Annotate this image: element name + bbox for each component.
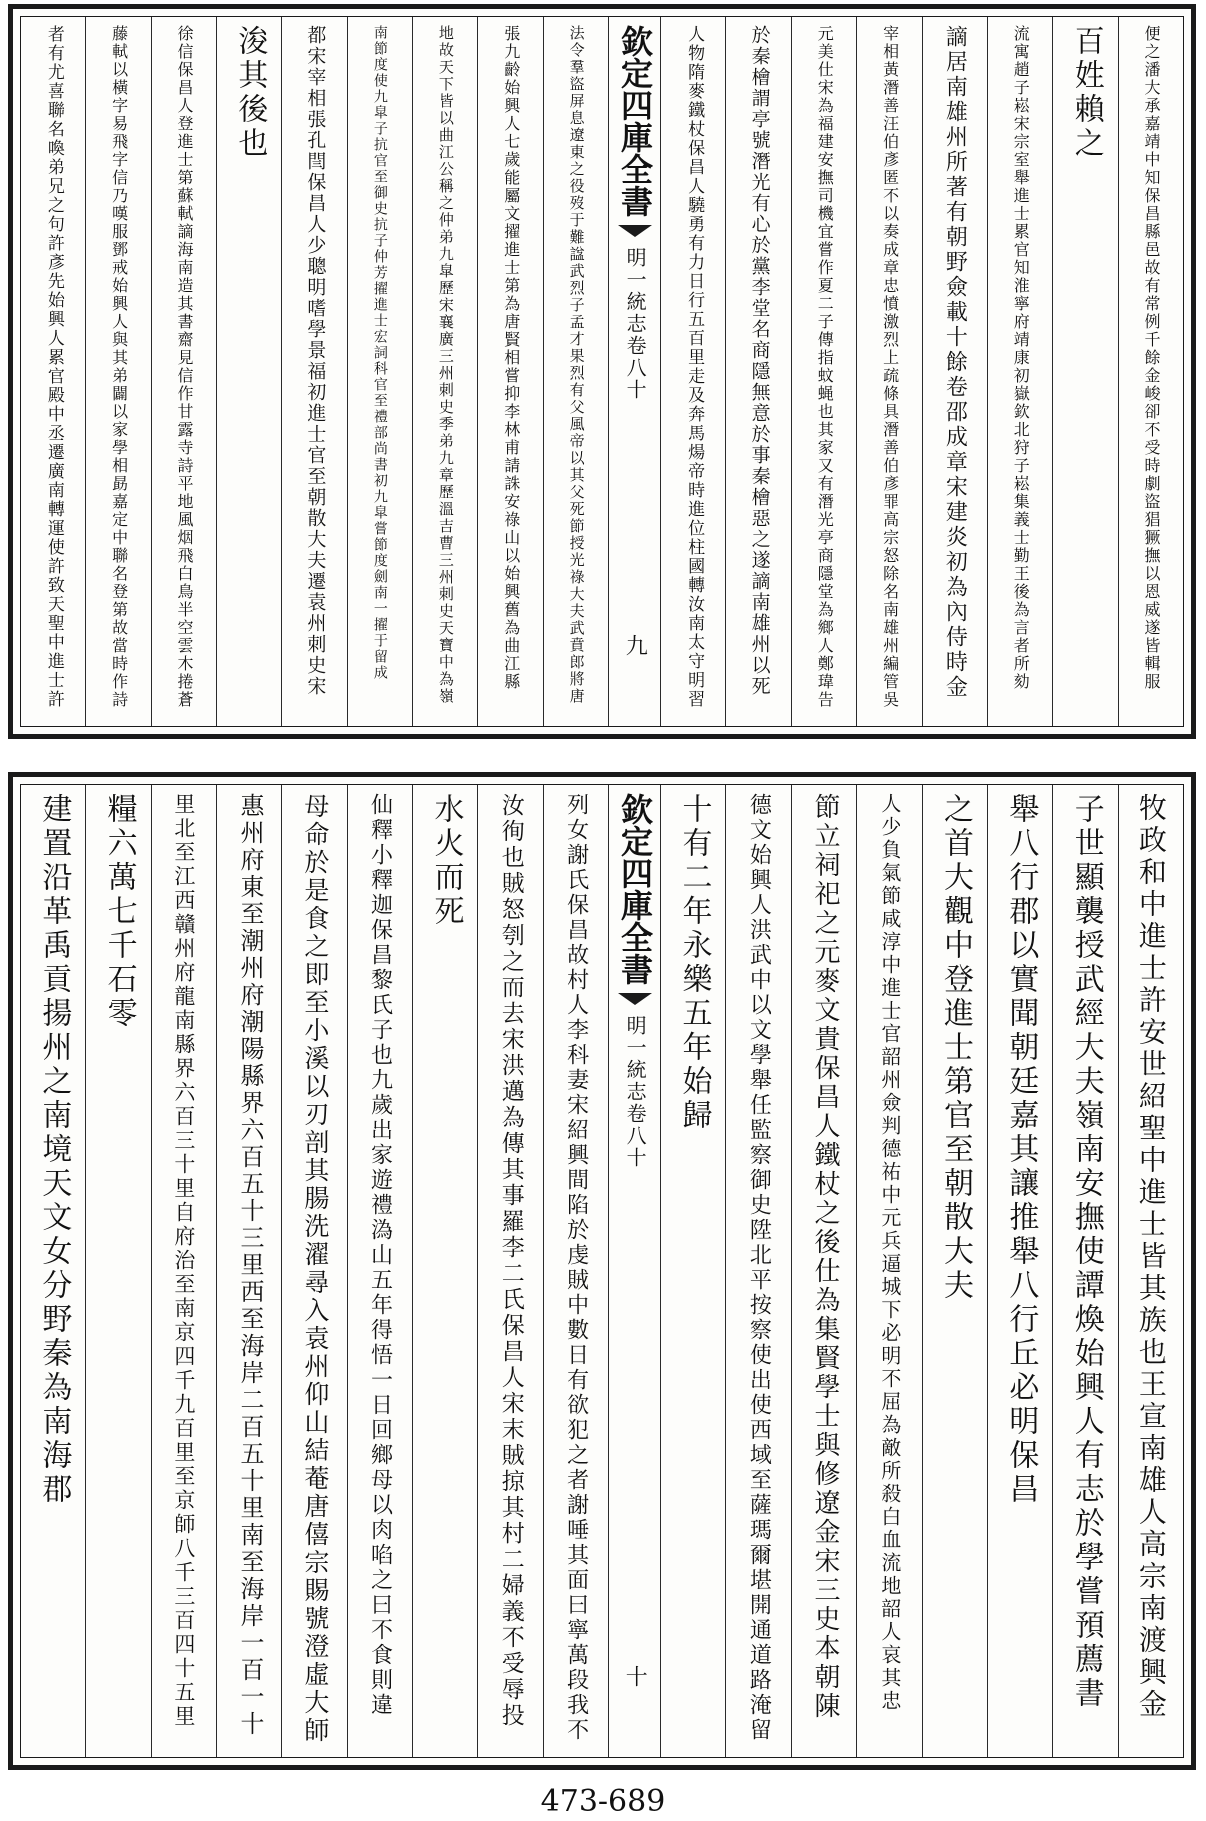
text-column (922, 785, 987, 1757)
column-text: 於秦檜謂亭號潛光有心於黨李堂名商隱無意於事秦檜惡之遂謫南雄州以死 (748, 25, 771, 697)
folio-number: 九 (622, 634, 648, 660)
text-column (922, 17, 987, 726)
column-text: 地故天下皆以曲江公稱之仲弟九皐歷宋襄廣三州刺史季弟九章歷溫吉曹三州刺史天寶中為嶺 (436, 25, 455, 705)
text-column (987, 17, 1052, 726)
lower-page-frame (8, 772, 1196, 1770)
column-text: 建置沿革禹貢揚州之南境天文女分野秦為南海郡 (36, 793, 72, 1507)
text-column (856, 17, 921, 726)
fishtail-mark-icon (618, 225, 652, 239)
column-text: 徐信保昌人登進士第蘇軾謫海南造其書齋見信作甘露寺詩平地風烟飛白鳥半空雲木捲蒼 (174, 25, 194, 709)
text-column (347, 785, 412, 1757)
text-column (791, 17, 856, 726)
column-text: 糧六萬七千石零 (101, 793, 137, 1031)
upper-page-columns (21, 17, 1183, 726)
text-column (85, 785, 150, 1757)
column-text: 法令羣盜屏息遼東之役歿于難諡武烈子孟才果烈有父風帝以其父死節授光祿大夫武賁郎將唐 (567, 25, 586, 705)
text-column (477, 17, 542, 726)
fishtail-mark-icon (618, 993, 652, 1007)
column-text: 十有二年永樂五年始歸 (676, 793, 712, 1133)
column-text: 張九齡始興人七歲能屬文擢進士第為唐賢相嘗抑李林甫請誅安祿山以始興舊為曲江縣 (501, 25, 521, 691)
text-column (281, 785, 346, 1757)
column-text: 之首大觀中登進士第官至朝散大夫 (937, 793, 973, 1303)
column-text: 舉八行郡以實聞朝廷嘉其讓推舉八行丘必明保昌 (1003, 793, 1039, 1507)
lower-page-inner-border (20, 784, 1184, 1758)
text-column (151, 17, 216, 726)
book-title: 欽定四庫全書 (616, 793, 655, 985)
text-column (725, 785, 790, 1757)
column-text: 母命於是食之即至小溪以刃剖其腸洗濯尋入袁州仰山結菴唐僖宗賜號澄虛大師 (300, 793, 330, 1745)
book-name: 明一統志 (623, 1015, 648, 1103)
column-text: 都宋宰相張孔閆保昌人少聰明嗜學景福初進士官至朝散大夫遷袁州刺史宋 (304, 25, 327, 697)
text-column (1052, 785, 1117, 1757)
column-text: 列女謝氏保昌故村人李科妻宋紹興間陷於虔賊中數日有欲犯之者謝唾其面曰寧萬段我不 (563, 793, 589, 1743)
text-column (281, 17, 346, 726)
upper-page-frame (8, 4, 1196, 739)
text-column (1052, 17, 1117, 726)
upper-page-inner-border (20, 16, 1184, 727)
column-text: 德文始興人洪武中以文學舉任監察御史陞北平按察使出使西域至薩瑪爾堪開通道路淹留 (746, 793, 772, 1743)
text-column (216, 785, 281, 1757)
text-column (1118, 785, 1183, 1757)
column-text: 仙釋小釋迦保昌黎氏子也九歲出家遊禮溈山五年得悟一日回鄉母以肉啗之曰不食則違 (367, 793, 393, 1718)
column-text: 百姓賴之 (1068, 25, 1104, 161)
text-column (21, 785, 85, 1757)
column-text: 者有尤喜聯名喚弟兄之句許彥先始興人累官殿中丞遷廣南轉運使許致天聖中進士許 (43, 25, 64, 709)
text-column (791, 785, 856, 1757)
center-margin-column (608, 17, 660, 726)
column-text: 元美仕宋為福建安撫司機宜嘗作夏二子傳指蚊蝇也其家又有潛光亭商隱堂為鄉人鄭瑋告 (815, 25, 835, 709)
column-text: 流寓趙子崧宋宗室舉進士累官知淮寧府靖康初嶽欽北狩子崧集義士勤王後為言者所劾 (1011, 25, 1031, 691)
text-column (477, 785, 542, 1757)
text-column (21, 17, 85, 726)
column-text: 南節度使九皐子抗官至御史抗子仲芳擢進士宏詞科官至禮部尚書初九皐嘗節度劍南一擢于留成 (371, 25, 388, 681)
text-column (216, 17, 281, 726)
text-column (412, 17, 477, 726)
column-text: 人少負氣節咸淳中進士官韶州僉判德祐中元兵逼城下必明不屈為敵所殺白血流地韶人哀其忠 (877, 793, 902, 1713)
text-column (856, 785, 921, 1757)
page-number: 473-689 (540, 1784, 666, 1819)
text-column (987, 785, 1052, 1757)
text-column (347, 17, 412, 726)
folio-number: 十 (622, 1665, 648, 1691)
book-name: 明一統志 (623, 247, 648, 335)
column-text: 人物隋麥鐵杖保昌人驍勇有力日行五百里走及奔馬煬帝時進位柱國轉汝南太守明習 (684, 25, 705, 709)
column-text: 牧政和中進士許安世紹聖中進士皆其族也王宣南雄人高宗南渡興金 (1134, 793, 1168, 1721)
column-text: 惠州府東至潮州府潮陽縣界六百五十三里西至海岸二百五十里南至海岸一百一十 (235, 793, 264, 1738)
text-column (660, 17, 725, 726)
text-column (85, 17, 150, 726)
text-column (543, 17, 608, 726)
column-text: 浚其後也 (232, 25, 268, 161)
volume-label: 卷八十 (623, 1103, 648, 1169)
text-column (412, 785, 477, 1757)
text-column (725, 17, 790, 726)
column-text: 里北至江西贛州府龍南縣界六百三十里自府治至南京四千九百里至京師八千三百四十五里 (171, 793, 196, 1729)
text-column (660, 785, 725, 1757)
text-column (151, 785, 216, 1757)
column-text: 謫居南雄州所著有朝野僉載十餘卷邵成章宋建炎初為內侍時金 (942, 25, 968, 700)
column-text: 藤軾以橫字易飛字信乃嘆服鄧戒始興人與其弟闢以家學相勗嘉定中聯名登第故當時作詩 (109, 25, 129, 709)
column-text: 子世顯襲授武經大夫嶺南安撫使譚煥始興人有志於學嘗預薦書 (1068, 793, 1104, 1711)
volume-label: 卷八十 (623, 335, 648, 401)
column-text: 便之潘大承嘉靖中知保昌縣邑故有常例千餘金峻卻不受時劇盜猖獗撫以恩威遂皆輯服 (1142, 25, 1162, 691)
text-column (1118, 17, 1183, 726)
column-text: 汝徇也賊怒刳之而去宋洪邁為傳其事羅李二氏保昌人宋末賊掠其村二婦義不受辱投 (497, 793, 524, 1729)
column-text: 宰相黃潛善汪伯彥匿不以奏成章忠憤激烈上疏條具潛善伯彥罪高宗怒除名南雄州編管吳 (880, 25, 900, 709)
center-margin-column (608, 785, 660, 1757)
column-text: 節立祠祀之元麥文貴保昌人鐵杖之後仕為集賢學士與修遼金宋三史本朝陳 (809, 793, 840, 1721)
lower-page-columns (21, 785, 1183, 1757)
book-title: 欽定四庫全書 (616, 25, 655, 217)
text-column (543, 785, 608, 1757)
column-text: 水火而死 (428, 793, 464, 929)
